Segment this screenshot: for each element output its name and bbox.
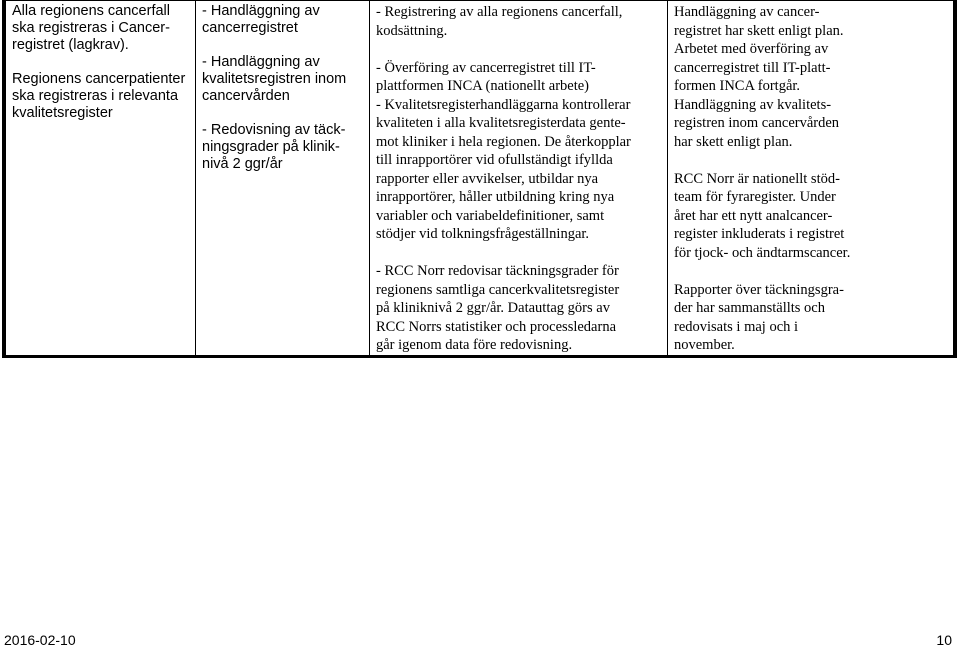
implementation-text: - Registrering av alla regionens cancerfall, kodsättning. bbox=[376, 4, 623, 39]
outcome-cell bbox=[668, 1, 956, 357]
implementation-text: - RCC Norr redovisar täckningsgrader för regionens samtliga cancerkvalitetsregister på kliniknivå 2 ggr/år. Datauttag görs av RCC Norrs statistiker och processledarna går igenom data före redovisning. bbox=[376, 263, 620, 353]
activity-text: - Redovisning av täck- ningsgrader på klinik- nivå 2 ggr/år bbox=[202, 122, 346, 172]
outcome-text: Handläggning av cancer- registret har skett enligt plan. Arbetet med överföring av cancerregistret till IT-platt- formen INCA fortgår. Handläggning av kvalitets- registren inom cancervården har skett enligt plan. bbox=[674, 4, 844, 150]
table-row bbox=[4, 1, 955, 357]
goal-text: Regionens cancerpatienter ska registreras i relevanta kvalitetsregister bbox=[12, 71, 186, 121]
outcome-text: RCC Norr är nationellt stöd- team för fyraregister. Under året har ett nytt analcancer- register inkluderats i registret för tjock- och ändtarmscancer. bbox=[674, 170, 851, 261]
footer-date: 2016-02-10 bbox=[4, 632, 76, 648]
activity-text: - Handläggning av cancerregistret bbox=[202, 3, 320, 36]
goal-text: Alla regionens cancerfall ska registreras i Cancer- registret (lagkrav). bbox=[12, 3, 170, 53]
activity-cell bbox=[196, 1, 370, 357]
goal-cell bbox=[4, 1, 196, 357]
plan-table bbox=[2, 0, 957, 358]
page-number: 10 bbox=[936, 632, 952, 648]
implementation-cell bbox=[370, 1, 668, 357]
implementation-text: - Överföring av cancerregistret till IT- plattformen INCA (nationellt arbete) - Kvalitetsregisterhandläggarna kontrollerar kvaliteten i alla kvalitetsregisterdata gente- mot kliniker i hela regionen. De återkopplar till inrapportörer vid ofullständigt ifyllda rapporter eller avvikelser, utbildar nya inrapportörer, håller utbildning kring nya variabler och variabeldefinitioner, samt stödjer vid tolkningsfrågeställningar. bbox=[376, 59, 631, 242]
outcome-text: Rapporter över täckningsgra- der har sammanställts och redovisats i maj och i november. bbox=[674, 281, 844, 353]
activity-text: - Handläggning av kvalitetsregistren inom cancervården bbox=[202, 54, 347, 104]
